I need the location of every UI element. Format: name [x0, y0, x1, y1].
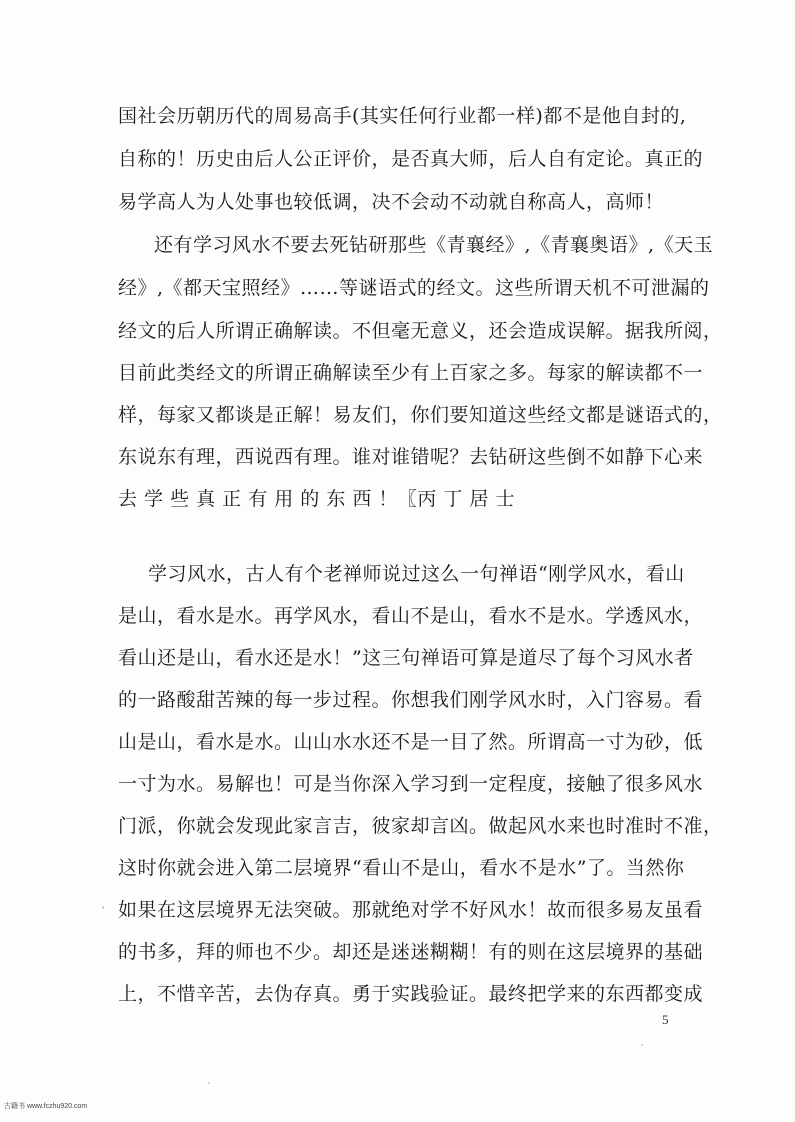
text-line: 上，不惜辛苦，去伪存真。勇于实践验证。最终把学来的东西都变成 — [118, 983, 704, 1005]
text-line: 经》,《都天宝照经》……等谜语式的经文。这些所谓天机不可泄漏的 — [118, 277, 710, 299]
text-line: 还有学习风水不要去死钻研那些《青襄经》,《青襄奥语》,《天玉 — [154, 234, 714, 256]
text-line: 山是山，看水是水。山山水水还不是一目了然。所谓高一寸为砂，低 — [118, 731, 704, 753]
text-line: 看山还是山，看水还是水！”这三句禅语可算是道尽了每个习风水者 — [118, 647, 694, 669]
scan-speck — [641, 1044, 643, 1046]
text-line: 一寸为水。易解也！可是当你深入学习到一定程度，接触了很多风水 — [118, 773, 704, 795]
text-line: 如果在这层境界无法突破。那就绝对学不好风水！故而很多易友虽看 — [118, 899, 704, 921]
site-watermark: 古籍书 www.fczhu920.com — [4, 1103, 88, 1110]
text-line: 国社会历朝历代的周易高手(其实任何行业都一样)都不是他自封的, — [118, 105, 687, 127]
text-line: 自称的！历史由后人公正评价，是否真大师，后人自有定论。真正的 — [118, 148, 704, 170]
scan-speck — [208, 1082, 210, 1084]
text-line: 东说东有理，西说西有理。谁对谁错呢？去钻研这些倒不如静下心来 — [118, 446, 704, 468]
text-line: 样，每家又都谈是正解！易友们，你们要知道这些经文都是谜语式的， — [118, 404, 723, 426]
text-line: 易学高人为人处事也较低调，决不会动不动就自称高人，高师！ — [118, 191, 665, 213]
text-line: 的书多，拜的师也不少。却还是迷迷糊糊！有的则在这层境界的基础 — [118, 941, 704, 963]
text-line: 学习风水，古人有个老禅师说过这么一句禅语“刚学风水，看山 — [148, 563, 685, 585]
text-line: 目前此类经文的所谓正确解读至少有上百家之多。每家的解读都不一 — [118, 362, 704, 384]
text-line: 经文的后人所谓正确解读。不但毫无意义，还会造成误解。据我所阅， — [118, 320, 723, 342]
text-line: 是山，看水是水。再学风水，看山不是山，看水不是水。学透风水， — [118, 605, 704, 627]
text-line: 这时你就会进入第二层境界“看山不是山，看水不是水”了。当然你 — [118, 857, 685, 879]
text-line: 去 学 些 真 正 有 用 的 东 西 ！〖丙 丁 居 士 — [118, 488, 516, 510]
text-line: 门派，你就会发现此家言吉，彼家却言凶。做起风水来也时准时不准， — [118, 815, 723, 837]
page-number: 5 — [662, 1012, 669, 1027]
text-line: 的一路酸甜苦辣的每一步过程。你想我们刚学风水时，入门容易。看 — [118, 689, 704, 711]
scan-speck — [102, 906, 104, 909]
